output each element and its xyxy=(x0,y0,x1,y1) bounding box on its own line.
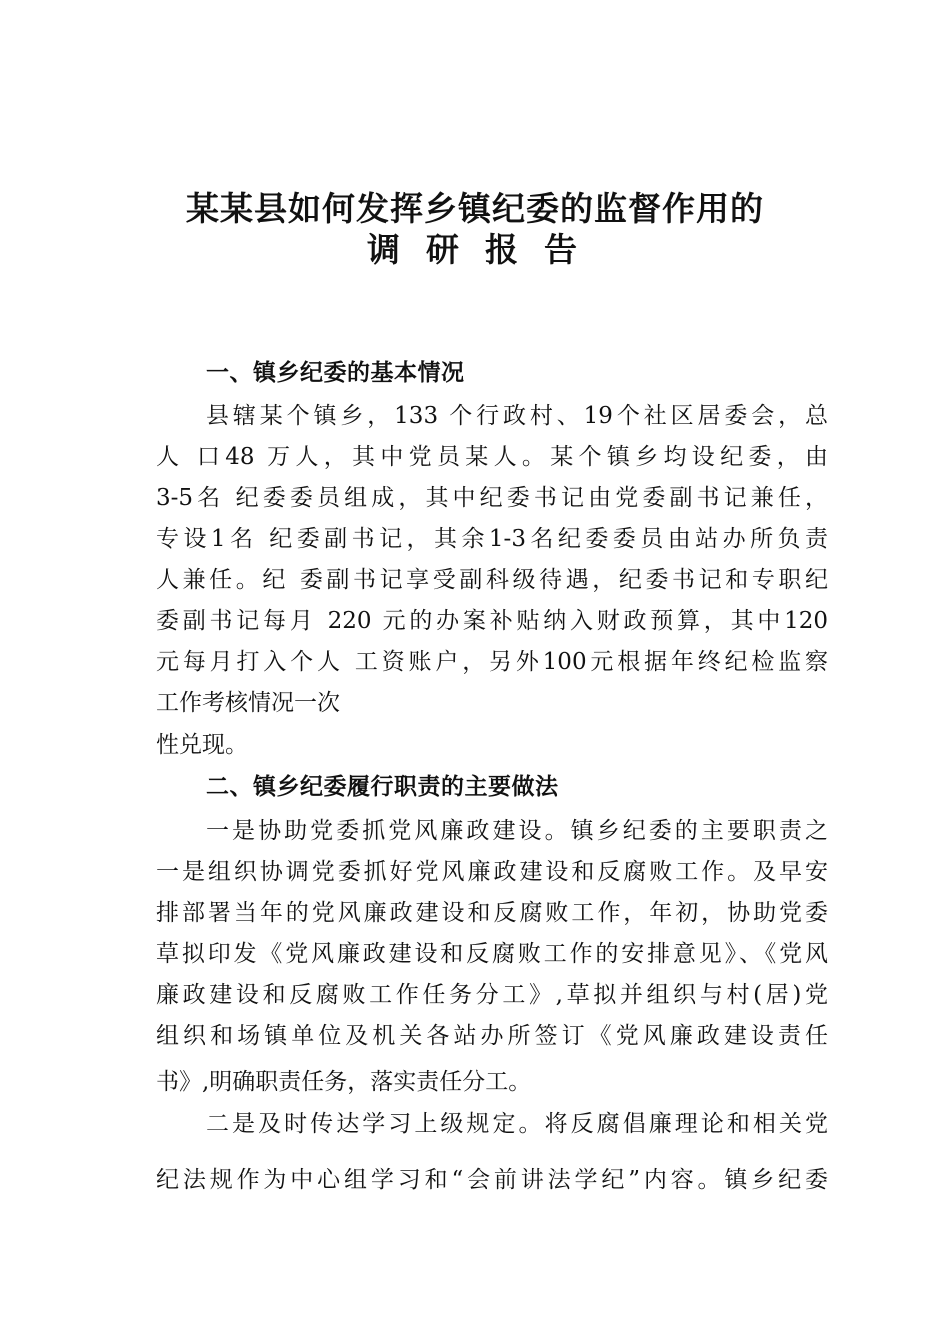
paragraph-line: 人 口48 万人，其中党员某人。某个镇乡均设纪委，由 xyxy=(156,444,828,470)
paragraph-line: 书》,明确职责任务，落实责任分工。 xyxy=(156,1069,532,1095)
paragraph-line: 排部署当年的党风廉政建设和反腐败工作，年初，协助党委 xyxy=(156,900,828,926)
document-title-line-2: 调研报告 xyxy=(367,230,603,269)
paragraph-line: 县辖某个镇乡，133 个行政村、19个社区居委会，总 xyxy=(206,403,828,429)
section-2-heading: 二、镇乡纪委履行职责的主要做法 xyxy=(206,773,559,800)
document-title-line-1: 某某县如何发挥乡镇纪委的监督作用的 xyxy=(186,189,764,228)
paragraph-line: 一是组织协调党委抓好党风廉政建设和反腐败工作。及早安 xyxy=(156,859,828,885)
paragraph-line: 3-5名 纪委委员组成，其中纪委书记由党委副书记兼任， xyxy=(156,485,828,511)
paragraph-line: 工作考核情况一次 xyxy=(156,690,340,716)
paragraph-line: 委副书记每月 220 元的办案补贴纳入财政预算，其中120 xyxy=(156,608,828,634)
paragraph-line: 性兑现。 xyxy=(156,732,248,758)
paragraph-line: 草拟印发《党风廉政建设和反腐败工作的安排意见》、《党风 xyxy=(156,941,828,967)
paragraph-line: 二是及时传达学习上级规定。将反腐倡廉理论和相关党 xyxy=(206,1111,828,1137)
paragraph-line: 专设1名 纪委副书记，其余1-3名纪委委员由站办所负责 xyxy=(156,526,828,552)
section-1-heading: 一、镇乡纪委的基本情况 xyxy=(206,359,465,386)
paragraph-line: 一是协助党委抓党风廉政建设。镇乡纪委的主要职责之 xyxy=(206,818,828,844)
paragraph-line: 组织和场镇单位及机关各站办所签订《党风廉政建设责任 xyxy=(156,1023,828,1049)
paragraph-line: 纪法规作为中心组学习和“会前讲法学纪”内容。镇乡纪委 xyxy=(156,1167,828,1193)
paragraph-line: 人兼任。纪 委副书记享受副科级待遇，纪委书记和专职纪 xyxy=(156,567,828,593)
paragraph-line: 元每月打入个人 工资账户，另外100元根据年终纪检监察 xyxy=(156,649,828,675)
paragraph-line: 廉政建设和反腐败工作任务分工》,草拟并组织与村(居)党 xyxy=(156,982,828,1008)
